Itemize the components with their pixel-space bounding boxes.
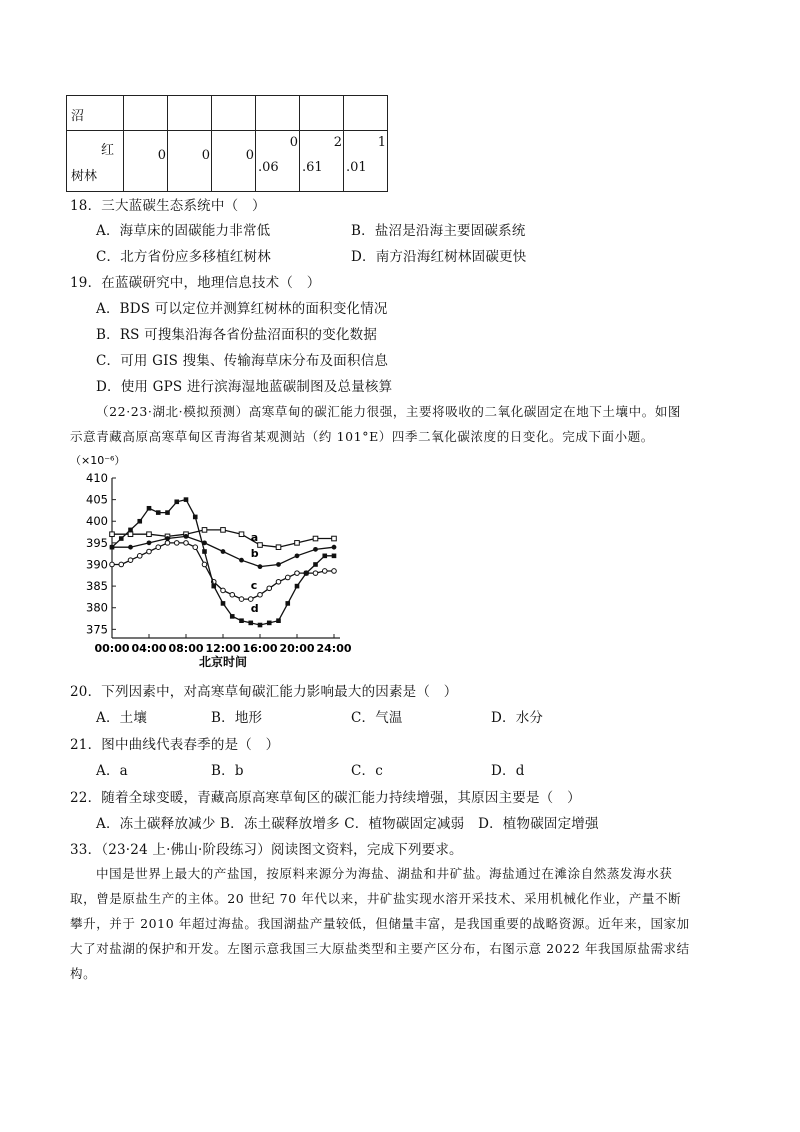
chart-unit-label: （×10⁻⁶） [70, 454, 126, 467]
co2-diurnal-chart [70, 452, 360, 672]
data-point-c [174, 541, 179, 546]
data-point-c [202, 562, 207, 567]
data-point-d [239, 618, 244, 623]
data-point-c [248, 597, 253, 602]
chart-xlabel: 北京时间 [198, 655, 248, 669]
data-point-d [156, 510, 161, 515]
data-point-d [119, 536, 124, 541]
data-point-d [267, 621, 272, 626]
series-label-a: a [250, 531, 259, 545]
y-tick-label: 390 [86, 557, 108, 572]
data-point-a [276, 545, 281, 550]
data-point-b [184, 534, 189, 539]
data-point-a [313, 536, 318, 541]
series-line-d [112, 500, 334, 625]
data-point-c [119, 562, 124, 567]
question-19-option-a: A．BDS 可以定位并测算红树林的面积变化情况 [96, 301, 388, 317]
data-point-c [239, 597, 244, 602]
question-22-options: A．冻土碳释放减少 B．冻土碳释放增多 C．植物碳固定减弱 D．植物碳固定增强 [96, 816, 599, 832]
data-point-c [165, 541, 170, 546]
question-20-stem: 20．下列因素中，对高寒草甸碳汇能力影响最大的因素是（ ） [70, 684, 458, 700]
table-row [67, 131, 388, 192]
data-point-d [276, 618, 281, 623]
data-point-c [267, 586, 272, 591]
table-cell-value: 0 [245, 148, 254, 163]
question-21-option-a: A．a [96, 763, 128, 779]
x-tick-label: 04:00 [131, 642, 167, 655]
question-19-option-d: D．使用 GPS 进行滨海湿地蓝碳制图及总量核算 [96, 379, 393, 395]
data-point-c [258, 592, 263, 597]
blue-carbon-table [66, 95, 388, 192]
data-point-d [285, 601, 290, 606]
data-point-c [137, 554, 142, 559]
data-point-c [147, 549, 152, 554]
data-point-d [230, 614, 235, 619]
question-21-option-b: B．b [211, 763, 244, 779]
data-point-a [110, 532, 115, 537]
data-point-a [128, 532, 133, 537]
table-row [67, 96, 388, 131]
series-label-b: b [250, 547, 259, 561]
data-point-b [147, 540, 152, 545]
data-point-d [313, 562, 318, 567]
question-22-stem: 22．随着全球变暖，青藏高原高寒草甸区的碳汇能力持续增强，其原因主要是（ ） [70, 790, 581, 806]
data-point-d [174, 499, 179, 504]
passage-line: 中国是世界上最大的产盐国，按原料来源分为海盐、湖盐和井矿盐。海盐通过在滩涂自然蒸发海水获 [96, 866, 673, 881]
passage-line: 攀升，并于 2010 年超过海盐。我国湖盐产量较低，但储量丰富，是我国重要的战略资源。近年来，国家加 [70, 916, 690, 931]
table-cell-value: .61 [302, 160, 323, 175]
x-tick-label: 20:00 [279, 642, 315, 655]
data-point-b [128, 545, 133, 550]
data-point-d [184, 497, 189, 502]
table-cell-value: 2 [333, 135, 342, 150]
question-20-option-d: D．水分 [491, 710, 544, 726]
data-point-d [221, 601, 226, 606]
table-cell-value: 1 [377, 135, 386, 150]
data-point-b [276, 562, 281, 567]
question-21-stem: 21．图中曲线代表春季的是（ ） [70, 737, 280, 753]
y-tick-label: 380 [86, 600, 108, 615]
x-tick-label: 24:00 [316, 642, 352, 655]
question-19-option-c: C．可用 GIS 搜集、传输海草床分布及面积信息 [96, 353, 389, 369]
data-point-d [193, 515, 198, 520]
data-point-a [147, 532, 152, 537]
data-point-c [110, 562, 115, 567]
x-tick-label: 16:00 [242, 642, 278, 655]
data-point-c [322, 569, 327, 574]
data-point-d [322, 554, 327, 559]
data-point-d [202, 549, 207, 554]
table-cell-value: 0 [157, 148, 166, 163]
question-18-stem: 18．三大蓝碳生态系统中（ ） [70, 198, 266, 214]
question-21-option-c: C．c [351, 763, 383, 779]
data-point-c [221, 588, 226, 593]
data-point-b [295, 553, 300, 558]
question-18-option-d: D．南方沿海红树林固碳更快 [351, 249, 527, 265]
table-cell-value: 0 [201, 148, 210, 163]
data-point-c [128, 558, 133, 563]
question-33-stem: 33．（23·24 上·佛山·阶段练习）阅读图文资料，完成下列要求。 [70, 842, 463, 858]
data-point-d [332, 554, 337, 559]
question-20-option-c: C．气温 [351, 710, 403, 726]
data-point-a [221, 528, 226, 533]
question-18-option-c: C．北方省份应多移植红树林 [96, 249, 271, 265]
question-19-stem: 19．在蓝碳研究中，地理信息技术（ ） [70, 275, 321, 291]
question-20-option-a: A．土壤 [96, 710, 148, 726]
question-18-option-b: B．盐沼是沿海主要固碳系统 [351, 223, 526, 239]
data-point-c [230, 592, 235, 597]
data-point-c [184, 541, 189, 546]
question-19-option-b: B．RS 可搜集沿海各省份盐沼面积的变化数据 [96, 327, 378, 343]
data-point-d [128, 528, 133, 533]
table-cell-value: .06 [258, 160, 279, 175]
data-point-c [313, 571, 318, 576]
data-point-d [304, 571, 309, 576]
data-point-a [202, 528, 207, 533]
x-tick-label: 12:00 [205, 642, 241, 655]
data-point-b [239, 558, 244, 563]
data-point-d [110, 545, 115, 550]
passage-line: 取，曾是原盐生产的主体。20 世纪 70 年代以来，井矿盐实现水溶开采技术、采用机械化作业，产量不断 [70, 891, 682, 906]
y-tick-label: 375 [86, 622, 108, 637]
row-label-hong: 红 [101, 143, 115, 158]
y-tick-label: 400 [86, 514, 108, 529]
data-point-b [332, 545, 337, 550]
data-point-d [165, 510, 170, 515]
passage-line: 大了对盐湖的保护和开发。左图示意我国三大原盐类型和主要产区分布，右图示意 2022 年我国原盐需求结 [70, 941, 690, 956]
data-point-a [295, 541, 300, 546]
x-tick-label: 00:00 [94, 642, 130, 655]
table-cell-value: 0 [289, 135, 298, 150]
question-18-option-a: A．海草床的固碳能力非常低 [96, 223, 271, 239]
x-tick-label: 08:00 [168, 642, 204, 655]
data-point-c [276, 579, 281, 584]
data-point-d [295, 584, 300, 589]
data-point-a [239, 532, 244, 537]
data-point-c [332, 569, 337, 574]
data-point-d [248, 621, 253, 626]
data-point-c [156, 545, 161, 550]
question-20-option-b: B．地形 [211, 710, 263, 726]
data-point-d [258, 623, 263, 628]
data-point-b [221, 549, 226, 554]
series-label-c: c [250, 579, 258, 593]
question-21-option-d: D．d [491, 763, 525, 779]
y-tick-label: 385 [86, 579, 108, 594]
row-label-shulin: 树林 [71, 169, 98, 184]
data-point-b [258, 564, 263, 569]
data-point-c [285, 575, 290, 580]
data-point-b [313, 547, 318, 552]
passage-line: 构。 [70, 966, 97, 981]
data-point-d [137, 519, 142, 524]
row-label-zhao: 沼 [71, 109, 85, 124]
passage-line: 示意青藏高原高寒草甸区青海省某观测站（约 101°E）四季二氧化碳浓度的日变化。完成下面小题。 [70, 429, 654, 444]
table-cell-value: .01 [346, 160, 367, 175]
y-tick-label: 410 [86, 471, 108, 485]
y-tick-label: 405 [86, 492, 108, 507]
data-point-d [211, 584, 216, 589]
data-point-c [295, 571, 300, 576]
y-tick-label: 395 [86, 535, 108, 550]
data-point-c [193, 545, 198, 550]
series-label-d: d [250, 602, 259, 616]
data-point-d [147, 506, 152, 511]
passage-line: （22·23·湖北·模拟预测）高寒草甸的碳汇能力很强，主要将吸收的二氧化碳固定在地下土壤中。如图 [96, 404, 682, 419]
data-point-a [332, 536, 337, 541]
